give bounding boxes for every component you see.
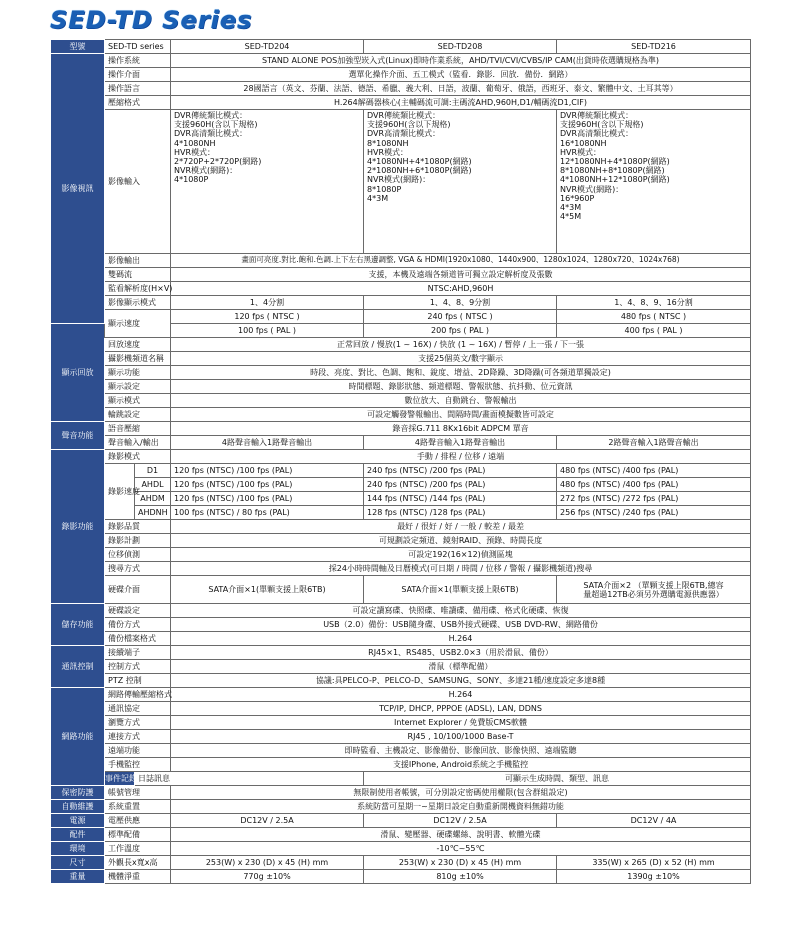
- table-row: [51, 54, 751, 68]
- spec-value: 100 fps (NTSC) / 80 fps (PAL): [171, 506, 364, 520]
- table-row: [51, 702, 751, 716]
- row-label: 影像輸入: [105, 110, 171, 254]
- spec-value: 可設定192(16×12)偵測區塊: [171, 548, 751, 562]
- category-cell: 通訊控制: [51, 646, 105, 688]
- spec-value: DC12V / 2.5A: [171, 814, 364, 828]
- spec-value: 錄音採G.711 8Kx16bit ADPCM 單音: [171, 422, 751, 436]
- spec-line: HVR模式：: [367, 147, 409, 157]
- spec-value: RJ45×1、RS485、USB2.0×3（用於滑鼠、備份）: [171, 646, 751, 660]
- row-label: 聲音輸入/輸出: [105, 436, 171, 450]
- table-row: [51, 870, 751, 884]
- spec-value: 120 fps (NTSC) /100 fps (PAL): [171, 492, 364, 506]
- table-row: [51, 800, 751, 814]
- spec-value: RJ45 , 10/100/1000 Base-T: [171, 730, 751, 744]
- table-row: [51, 394, 751, 408]
- spec-value: H.264: [171, 632, 751, 646]
- spec-table: [50, 39, 751, 884]
- table-row: [51, 856, 751, 870]
- spec-value: 272 fps (NTSC) /272 fps (PAL): [557, 492, 751, 506]
- table-row: [51, 40, 751, 54]
- spec-line: HVR模式：: [560, 147, 602, 157]
- category-cell: 型號: [51, 40, 105, 54]
- table-row: [51, 828, 751, 842]
- record-mode-label: AHDNH: [135, 506, 171, 520]
- spec-value: 滑鼠、變壓器、硬碟螺絲、說明書、軟體光碟: [171, 828, 751, 842]
- table-row: [51, 68, 751, 82]
- spec-value: 480 fps (NTSC) /400 fps (PAL): [557, 478, 751, 492]
- spec-value: 選單化操作介面、五工模式（監看．錄影．回放．備份．網路）: [171, 68, 751, 82]
- spec-value: [557, 110, 751, 254]
- table-row: [51, 842, 751, 856]
- spec-line: 4*1080NH: [174, 138, 216, 148]
- spec-value: SATA介面×1(單顆支援上限6TB): [171, 576, 364, 604]
- spec-value: 4路聲音輸入1路聲音輸出: [171, 436, 364, 450]
- spec-line: 16*960P: [560, 193, 595, 203]
- category-cell: 聲音功能: [51, 422, 105, 450]
- category-cell: 配件: [51, 828, 105, 842]
- row-label: 攝影機頻道名稱: [105, 352, 171, 366]
- row-label: 網路傳輸壓縮格式: [105, 688, 171, 702]
- row-label: 備份檔案格式: [105, 632, 171, 646]
- table-row: [51, 548, 751, 562]
- spec-line: DVR傳統類比模式：: [174, 111, 248, 120]
- spec-line: SATA介面×2 （單顆支援上限6TB,總容: [583, 580, 724, 590]
- row-label: 外觀長x寬x高: [105, 856, 171, 870]
- row-label: 帳號管理: [105, 786, 171, 800]
- category-cell: 顯示回放: [51, 324, 105, 422]
- table-row: [51, 506, 751, 520]
- row-label: 通訊協定: [105, 702, 171, 716]
- row-label: 影像顯示模式: [105, 296, 171, 310]
- row-label: 硬碟設定: [105, 604, 171, 618]
- spec-value: DC12V / 2.5A: [364, 814, 557, 828]
- spec-value: 120 fps (NTSC) /100 fps (PAL): [171, 464, 364, 478]
- spec-value: 400 fps ( PAL ): [557, 324, 751, 338]
- spec-value: 數位放大、自動跳台、警報輸出: [171, 394, 751, 408]
- spec-line: 16*1080NH: [560, 138, 607, 148]
- table-row: [51, 744, 751, 758]
- row-label: 電壓供應: [105, 814, 171, 828]
- table-row: [51, 772, 751, 786]
- spec-value: 144 fps (NTSC) /144 fps (PAL): [364, 492, 557, 506]
- spec-line: NVR模式(網路)：: [560, 184, 624, 194]
- spec-value: [171, 110, 364, 254]
- spec-value: 770g ±10%: [171, 870, 364, 884]
- row-label: 壓縮格式: [105, 96, 171, 110]
- row-label: 手機監控: [105, 758, 171, 772]
- table-row: [51, 534, 751, 548]
- table-row: [51, 436, 751, 450]
- spec-value: 時間標題、錄影狀態、頻道標題、警報狀態、抗抖動、位元資訊: [171, 380, 751, 394]
- spec-value: 可規劃設定頻道、鏡射RAID、預錄、時間長度: [171, 534, 751, 548]
- spec-value: TCP/IP, DHCP, PPPOE (ADSL), LAN, DDNS: [171, 702, 751, 716]
- category-cell: 環境: [51, 842, 105, 856]
- table-row: [51, 310, 751, 324]
- category-cell: 尺寸: [51, 856, 105, 870]
- row-label: 機體淨重: [105, 870, 171, 884]
- table-row: [51, 422, 751, 436]
- record-mode-label: AHDL: [135, 478, 171, 492]
- table-row: [51, 646, 751, 660]
- spec-line: DVR高清類比模式：: [367, 129, 441, 139]
- spec-value: 256 fps (NTSC) /240 fps (PAL): [557, 506, 751, 520]
- row-label: 錄影計劃: [105, 534, 171, 548]
- spec-value: [364, 110, 557, 254]
- spec-value: 240 fps (NTSC) /200 fps (PAL): [364, 464, 557, 478]
- spec-line: DVR傳統類比模式：: [560, 111, 634, 120]
- spec-value: 協議:具PELCO-P、PELCO-D、SAMSUNG、SONY、多達21種/速度設定多達8種: [171, 674, 751, 688]
- spec-line: 12*1080NH+4*1080P(網路): [560, 156, 670, 166]
- spec-value: 支援，本機及遠端各頻道皆可獨立設定解析度及張數: [171, 268, 751, 282]
- spec-value: 1390g ±10%: [557, 870, 751, 884]
- row-label: 遠端功能: [105, 744, 171, 758]
- row-label: 錄影模式: [105, 450, 171, 464]
- spec-value: 手動 / 排程 / 位移 / 遠端: [171, 450, 751, 464]
- row-label: 操作系統: [105, 54, 171, 68]
- table-row: [51, 758, 751, 772]
- spec-line: 支援960H(含以下規格): [367, 120, 451, 130]
- spec-line: HVR模式：: [174, 147, 216, 157]
- spec-line: 支援960H(含以下規格): [174, 120, 258, 130]
- row-label: 回放速度: [105, 338, 171, 352]
- model-header: SED-TD204: [171, 40, 364, 54]
- spec-value: 採24小時時間軸及日曆模式(可日期 / 時間 / 位移 / 警報 / 攝影機頻道)搜尋: [171, 562, 751, 576]
- row-label: 連接方式: [105, 730, 171, 744]
- table-row: [51, 82, 751, 96]
- spec-line: DVR高清類比模式：: [174, 129, 248, 139]
- category-cell: 電源: [51, 814, 105, 828]
- table-row: [51, 674, 751, 688]
- category-cell: 影像視訊: [51, 54, 105, 324]
- category-cell: 儲存功能: [51, 604, 105, 646]
- spec-value: 即時監看、主機設定、影像備份、影像回放、影像快照、遠端監聽: [171, 744, 751, 758]
- spec-line: DVR傳統類比模式：: [367, 111, 441, 120]
- table-row: [51, 576, 751, 604]
- spec-value: 2路聲音輸入1路聲音輸出: [557, 436, 751, 450]
- spec-value: Internet Explorer / 免費版CMS軟體: [171, 716, 751, 730]
- model-header: SED-TD208: [364, 40, 557, 54]
- spec-value: H.264解碼器核心(主輔碼流可調:主碼流AHD,960H,D1/輔碼流D1,CIF): [171, 96, 751, 110]
- spec-value: 810g ±10%: [364, 870, 557, 884]
- row-label: 接續端子: [105, 646, 171, 660]
- row-label: 備份方式: [105, 618, 171, 632]
- table-row: [51, 632, 751, 646]
- spec-value: 100 fps ( PAL ): [171, 324, 364, 338]
- table-row: [51, 366, 751, 380]
- table-row: [51, 352, 751, 366]
- row-label: 工作溫度: [105, 842, 171, 856]
- spec-value: 滑鼠（標準配備）: [171, 660, 751, 674]
- table-row: [51, 254, 751, 268]
- spec-value: 支援IPhone, Android系統之手機監控: [171, 758, 751, 772]
- row-label: 輪跳設定: [105, 408, 171, 422]
- spec-value: STAND ALONE POS加強型崁入式(Linux)即時作業系統，AHD/TVI/CVI/CVBS/IP CAM(出貨時依選購規格為準): [171, 54, 751, 68]
- spec-value: 120 fps (NTSC) /100 fps (PAL): [171, 478, 364, 492]
- spec-value: 120 fps ( NTSC ): [171, 310, 364, 324]
- record-mode-label: AHDM: [135, 492, 171, 506]
- spec-line: 4*3M: [560, 202, 582, 212]
- spec-value: 可設定觸發警報輸出、間隔時間/畫面模擬數皆可設定: [171, 408, 751, 422]
- category-cell: 保密防護: [51, 786, 105, 800]
- spec-value: H.264: [171, 688, 751, 702]
- row-label: 操作語言: [105, 82, 171, 96]
- spec-value: -10℃~55℃: [171, 842, 751, 856]
- table-row: [51, 380, 751, 394]
- table-row: [51, 618, 751, 632]
- spec-line: 支援960H(含以下規格): [560, 120, 644, 130]
- row-label: 瀏覽方式: [105, 716, 171, 730]
- row-label: 影像輸出: [105, 254, 171, 268]
- table-row: [51, 408, 751, 422]
- category-cell: 網路功能: [51, 688, 105, 786]
- series-title: SED-TD Series: [50, 6, 253, 34]
- table-row: [51, 660, 751, 674]
- spec-value: DC12V / 4A: [557, 814, 751, 828]
- table-row: [51, 562, 751, 576]
- spec-line: 2*1080NH+6*1080P(網路): [367, 166, 472, 176]
- spec-line: NVR模式(網路)：: [174, 166, 238, 176]
- spec-line: 4*3M: [367, 193, 389, 203]
- spec-value: 240 fps ( NTSC ): [364, 310, 557, 324]
- spec-value: 畫面可亮度.對比.飽和.色調.上下左右黑邊調整, VGA & HDMI(1920x1080、1440x900、1280x1024、1280x720、1024x768): [171, 254, 751, 268]
- spec-value: 28國語言（英文、芬蘭、法語、德語、希臘、義大利、日語，波蘭、葡萄牙、俄語，西班牙、泰文、繁體中文、土耳其等）: [171, 82, 751, 96]
- spec-value: 128 fps (NTSC) /128 fps (PAL): [364, 506, 557, 520]
- spec-value: 無限制使用者帳號，可分別設定密碼使用權限(包含群組設定): [171, 786, 751, 800]
- row-label: 顯示功能: [105, 366, 171, 380]
- table-row: [51, 464, 751, 478]
- spec-value: 可顯示生成時間、類型、訊息: [364, 772, 751, 786]
- spec-value: 系統防當可星期一~星期日設定自動重新開機資料無錯功能: [171, 800, 751, 814]
- spec-value: NTSC:AHD,960H: [171, 282, 751, 296]
- table-row: [51, 716, 751, 730]
- row-label: PTZ 控制: [105, 674, 171, 688]
- spec-value: 253(W) x 230 (D) x 45 (H) mm: [171, 856, 364, 870]
- spec-value: 4路聲音輸入1路聲音輸出: [364, 436, 557, 450]
- spec-value: 1、4分割: [171, 296, 364, 310]
- spec-value: 時段、亮度、對比、色調、飽和、銳度、增益、2D降躁、3D降躁(可各頻道單獨設定): [171, 366, 751, 380]
- row-label: 錄影品質: [105, 520, 171, 534]
- table-row: [51, 296, 751, 310]
- row-label: 硬碟介面: [105, 576, 171, 604]
- row-label: 操作介面: [105, 68, 171, 82]
- table-row: [51, 492, 751, 506]
- table-row: [51, 268, 751, 282]
- category-cell: 事件記錄: [105, 772, 135, 786]
- row-label: 系統重置: [105, 800, 171, 814]
- table-row: [51, 96, 751, 110]
- spec-line: 4*5M: [560, 212, 582, 222]
- row-label: 位移偵測: [105, 548, 171, 562]
- row-label: 語音壓縮: [105, 422, 171, 436]
- spec-line: 4*1080P: [174, 175, 209, 185]
- spec-value: 480 fps ( NTSC ): [557, 310, 751, 324]
- row-label: 顯示速度: [105, 310, 171, 338]
- spec-value: 240 fps (NTSC) /200 fps (PAL): [364, 478, 557, 492]
- table-row: [51, 520, 751, 534]
- spec-value: 支援25個英文/數字顯示: [171, 352, 751, 366]
- row-label: 標準配備: [105, 828, 171, 842]
- table-row: [51, 688, 751, 702]
- spec-value: 可設定讀寫碟、快照碟、唯讀碟、備用碟、格式化硬碟、恢復: [171, 604, 751, 618]
- table-row: [51, 604, 751, 618]
- spec-line: 4*1080NH+12*1080P(網路): [560, 175, 670, 185]
- record-mode-label: D1: [135, 464, 171, 478]
- spec-value: 1、4、8、9、16分割: [557, 296, 751, 310]
- table-row: [51, 450, 751, 464]
- model-header: SED-TD216: [557, 40, 751, 54]
- category-cell: 自動維護: [51, 800, 105, 814]
- table-row: [51, 814, 751, 828]
- spec-value: 200 fps ( PAL ): [364, 324, 557, 338]
- table-row: [51, 478, 751, 492]
- row-label: 控制方式: [105, 660, 171, 674]
- row-label: 顯示設定: [105, 380, 171, 394]
- row-label: 日誌訊息: [135, 772, 364, 786]
- table-row: [51, 786, 751, 800]
- spec-value: 480 fps (NTSC) /400 fps (PAL): [557, 464, 751, 478]
- spec-value: SATA介面×1(單顆支援上限6TB): [364, 576, 557, 604]
- row-label: 監看解析度(H×V): [105, 282, 171, 296]
- spec-value: 1、4、8、9分割: [364, 296, 557, 310]
- spec-value: 335(W) x 265 (D) x 52 (H) mm: [557, 856, 751, 870]
- spec-value: [557, 576, 751, 604]
- table-row: [51, 338, 751, 352]
- spec-value: 253(W) x 230 (D) x 45 (H) mm: [364, 856, 557, 870]
- row-label: 搜尋方式: [105, 562, 171, 576]
- spec-line: 8*1080NH: [367, 138, 409, 148]
- row-label: 錄影速度: [105, 464, 135, 520]
- spec-line: 量超過12TB必須另外選購電源供應器）: [583, 590, 724, 599]
- row-label: SED-TD series: [105, 40, 171, 54]
- spec-value: USB（2.0）備份：USB隨身碟、USB外接式硬碟、USB DVD-RW、網路備份: [171, 618, 751, 632]
- spec-line: DVR高清類比模式：: [560, 129, 634, 139]
- row-label: 雙碼流: [105, 268, 171, 282]
- category-cell: 重量: [51, 870, 105, 884]
- spec-line: NVR模式(網路)：: [367, 175, 431, 185]
- row-label: 顯示模式: [105, 394, 171, 408]
- category-cell: 錄影功能: [51, 450, 105, 604]
- spec-line: 8*1080NH+8*1080P(網路): [560, 166, 665, 176]
- spec-value: 正常回放 / 慢放(1 ~ 16X) / 快放 (1 ~ 16X) / 暫停 / 上一張 / 下一張: [171, 338, 751, 352]
- table-row: [51, 110, 751, 254]
- spec-line: 8*1080P: [367, 184, 402, 194]
- table-row: [51, 282, 751, 296]
- table-row: [51, 730, 751, 744]
- spec-value: 最好 / 很好 / 好 / 一般 / 較差 / 最差: [171, 520, 751, 534]
- spec-line: 2*720P+2*720P(網路): [174, 156, 262, 166]
- spec-line: 4*1080NH+4*1080P(網路): [367, 156, 472, 166]
